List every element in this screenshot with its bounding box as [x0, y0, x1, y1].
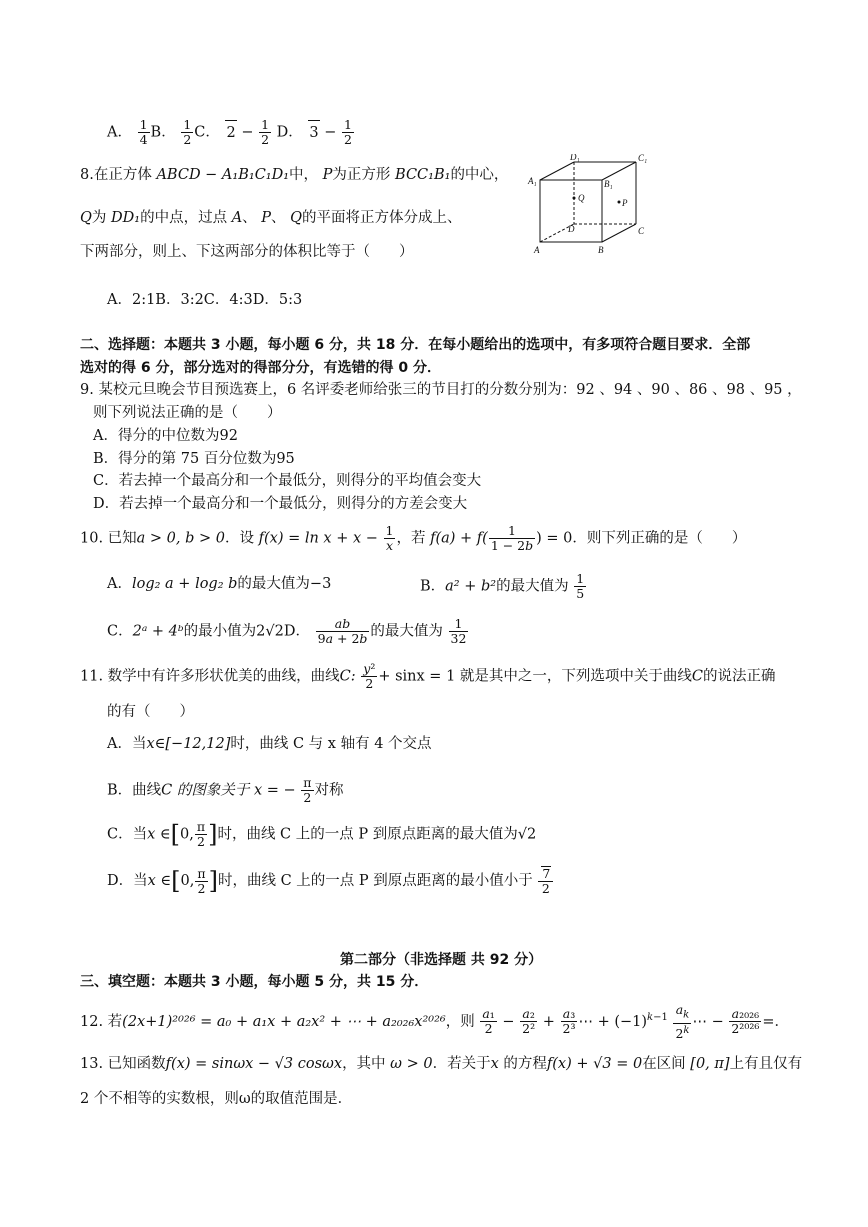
label-D: D — [568, 224, 575, 234]
q13-line1: 13. 已知函数f(x) = sinωx − √3 cosωx，其中 ω > 0．若关于x 的方程f(x) + √3 = 0在区间 [0, π]上有且仅有 — [80, 1056, 803, 1072]
q10-B: B．a² + b²的最大值为 $\frac{1}{5}$ — [420, 571, 585, 601]
q11-A: A．当x∈[−12,12]时，曲线 C 与 x 轴有 4 个交点 — [107, 736, 432, 752]
q7-options: A． $\frac{1}{4}$ B． $\frac{1}{2}$ C． 2 − $\frac{1}{2}$ D． 3 − $\frac{1}{2}$ — [107, 117, 352, 147]
label-C: C — [638, 226, 645, 236]
part2-title: 第二部分（非选择题 共 92 分） — [340, 952, 543, 968]
q11-B: B．曲线C 的图象关于 x = − $\frac{\pi}{2}$ 对称 — [107, 775, 344, 805]
label-P: P — [622, 198, 628, 208]
q9-line1: 9. 某校元旦晚会节目预选赛上，6 名评委老师给张三的节目打的分数分别为：92 、94 、90 、86 、98 、95 ， — [80, 382, 802, 398]
section2-line2: 选对的得 6 分，部分选对的得部分分，有选错的得 0 分． — [80, 360, 441, 376]
q8-line1: 8.在正方体 ABCD − A₁B₁C₁D₁中， P为正方形 BCC₁B₁的中心， — [80, 167, 509, 183]
q10-CD: C．2ᵃ + 4ᵇ的最小值为2√2D． $\frac{ab}{9a + 2b}$ 的最大值为 $\frac{1}{32}$ — [107, 616, 467, 646]
q13-line2: 2 个不相等的实数根，则ω的取值范围是． — [80, 1091, 353, 1107]
label-A: A — [534, 245, 540, 255]
cube-figure — [526, 154, 658, 260]
q9-line2: 则下列说法正确的是（ ） — [93, 405, 282, 421]
label-A1: A₁ — [528, 176, 537, 186]
q8-line3: 下两部分，则上、下这两部分的体积比等于（ ） — [80, 244, 414, 260]
label-B: B — [598, 245, 604, 255]
q9-A: A．得分的中位数为92 — [93, 428, 238, 444]
label-C1: C₁ — [638, 154, 648, 163]
q11-D: D．当x ∈[0, $\frac{\pi}{2}$ ]时，曲线 C 上的一点 P 到原点距离的最小值小于 $\frac{7}{2}$ — [107, 866, 554, 896]
section3-header: 三、填空题：本题共 3 小题，每小题 5 分，共 15 分． — [80, 974, 429, 990]
q9-C: C．若去掉一个最高分和一个最低分，则得分的平均值会变大 — [93, 473, 482, 489]
label-B1: B₁ — [604, 179, 613, 189]
q12: 12. 若(2x+1)²⁰²⁶ = a₀ + a₁x + a₂x² + ⋯ + a₂₀₂₆x²⁰²⁶，则 $\frac{\text{a₁}}{2}$ − $\frac{\text{a₂}}{\text{2²}}$ + $\frac{\text{a₃}}{\text{2³}}$ ⋯ + $(-1)^{k-1}$ $\frac{a_k}{2^k}$ ⋯ − $\frac{\text{a₂₀₂₆}}{\text{2²⁰²⁶}}$ =． — [80, 1002, 790, 1041]
label-D1: D₁ — [570, 154, 580, 162]
q9-B: B．得分的第 75 百分位数为95 — [93, 451, 295, 467]
q11-C: C．当x ∈[0, $\frac{\pi}{2}$ ]时，曲线 C 上的一点 P 到原点距离的最大值为√2 — [107, 819, 537, 849]
q11-line2: 的有（ ） — [107, 704, 194, 720]
q11-stem: 11. 数学中有许多形状优美的曲线，曲线C: $\frac{\text{y²}}{2}$ + sinx = 1 就是其中之一，下列选项中关于曲线C的说法正确 — [80, 661, 776, 691]
q10-stem: 10. 已知a > 0, b > 0．设 f(x) = ln x + x − $\frac{1}{x}$ ，若 f(a) + f( $\frac{1}{1 - 2b}$ ) = 0．则下列正确的是（ ） — [80, 523, 747, 553]
q8-line2: Q为 DD₁的中点，过点 A、 P、 Q的平面将正方体分成上、 — [80, 210, 462, 226]
q9-D: D．若去掉一个最高分和一个最低分，则得分的方差会变大 — [93, 496, 468, 512]
q8-options: A．2:1B．3:2C．4:3D．5:3 — [107, 292, 303, 308]
label-Q: Q — [578, 193, 585, 203]
section2-line1: 二、选择题：本题共 3 小题，每小题 6 分，共 18 分．在每小题给出的选项中，有多项符合题目要求．全部 — [80, 337, 751, 353]
q10-A: A．log₂ a + log₂ b的最大值为−3 — [107, 576, 332, 592]
